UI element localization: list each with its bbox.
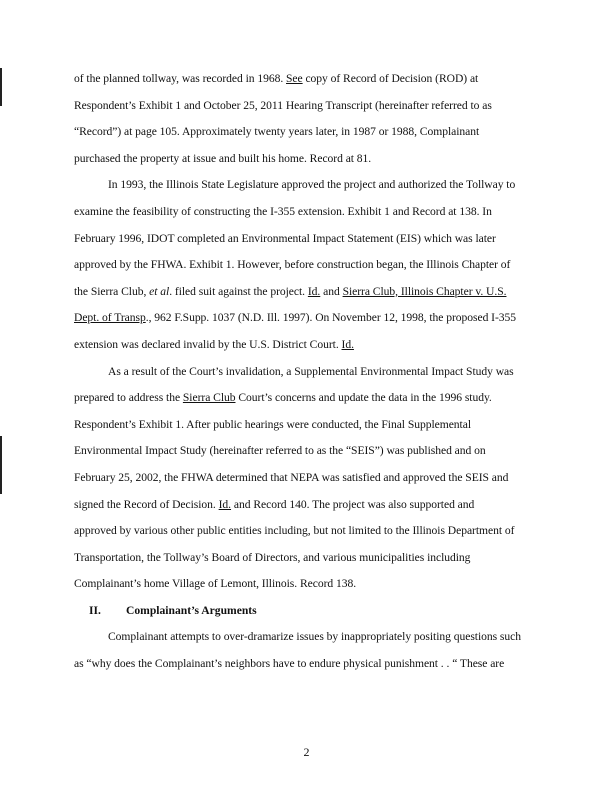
section-title: Complainant’s Arguments [126, 603, 257, 617]
text-run: copy of Record of Decision (ROD) at [302, 72, 479, 85]
case-citation: Sierra Club, Illinois Chapter v. U.S. [342, 284, 507, 298]
citation-see: See [286, 72, 303, 85]
case-citation: Sierra Club [182, 391, 236, 405]
citation-id: Id. [218, 497, 232, 511]
text-run: . filed suit against the project. [169, 284, 308, 298]
text-line [74, 385, 544, 412]
section-number: II. [89, 603, 101, 617]
text-run: the Sierra Club, [74, 284, 150, 298]
text-run: Court’s concerns and update the data in the 1996 study. [235, 391, 492, 405]
text-line: February 25, 2002, the FHWA determined that NEPA was satisfied and approved the SEIS and [74, 470, 509, 484]
text-line: Complainant’s home Village of Lemont, Illinois. Record 138. [74, 577, 357, 591]
text-line: Respondent’s Exhibit 1. After public hearings were conducted, the Final Supplemental [74, 417, 471, 431]
text-line: Environmental Impact Study (hereinafter referred to as the “SEIS”) was published and on [74, 444, 486, 458]
text-line [74, 305, 544, 332]
text-line: as “why does the Complainant’s neighbors have to endure physical punishment . . “ These are [74, 657, 505, 671]
text-line: February 1996, IDOT completed an Environmental Impact Statement (EIS) which was later [74, 231, 496, 245]
document-page [74, 66, 544, 678]
paragraph-2 [74, 172, 544, 358]
text-line: In 1993, the Illinois State Legislature approved the project and authorized the Tollway to [108, 178, 516, 192]
text-line: approved by various other public entities including, but not limited to the Illinois Department of [74, 524, 515, 538]
paragraph-1 [74, 66, 544, 172]
text-line: “Record”) at page 105. Approximately twenty years later, in 1987 or 1988, Complainant [74, 125, 480, 139]
text-run: and Record 140. The project was also supported and [231, 497, 475, 511]
text-run: extension was declared invalid by the U.S. District Court. [74, 337, 342, 351]
paragraph-4 [74, 624, 544, 677]
text-run: of the planned tollway, was recorded in 1968. [74, 72, 287, 85]
text-line [74, 66, 544, 93]
text-line: Respondent’s Exhibit 1 and October 25, 2011 Hearing Transcript (hereinafter referred to as [74, 98, 492, 112]
text-run: ., 962 F.Supp. 1037 (N.D. Ill. 1997). On November 12, 1998, the proposed I-355 [145, 311, 517, 325]
text-run: signed the Record of Decision. [74, 497, 219, 511]
citation-id: Id. [307, 284, 321, 298]
text-line: Complainant attempts to over-dramarize issues by inappropriately positing questions such [108, 630, 521, 644]
text-line: examine the feasibility of constructing the I-355 extension. Exhibit 1 and Record at 138. In [74, 204, 492, 218]
section-heading [74, 598, 544, 625]
paragraph-3 [74, 359, 544, 598]
text-run: prepared to address the [74, 391, 183, 405]
text-line: purchased the property at issue and built his home. Record at 81. [74, 151, 372, 165]
italic-et-al: et al [149, 284, 170, 298]
text-line: As a result of the Court’s invalidation, a Supplemental Environmental Impact Study was [108, 364, 514, 378]
citation-id: Id. [341, 337, 354, 351]
page-number: 2 [303, 745, 310, 759]
text-line [74, 332, 544, 359]
text-line: Transportation, the Tollway’s Board of Directors, and various municipalities including [74, 550, 471, 564]
text-line [74, 279, 544, 306]
case-citation: Dept. of Transp [74, 311, 146, 325]
scan-edge-mark-bottom [0, 436, 2, 494]
text-line: approved by the FHWA. Exhibit 1. However, before construction began, the Illinois Chapter of [74, 258, 511, 272]
text-run: and [320, 284, 343, 298]
scan-edge-mark-top [0, 68, 2, 106]
text-line [74, 492, 544, 519]
